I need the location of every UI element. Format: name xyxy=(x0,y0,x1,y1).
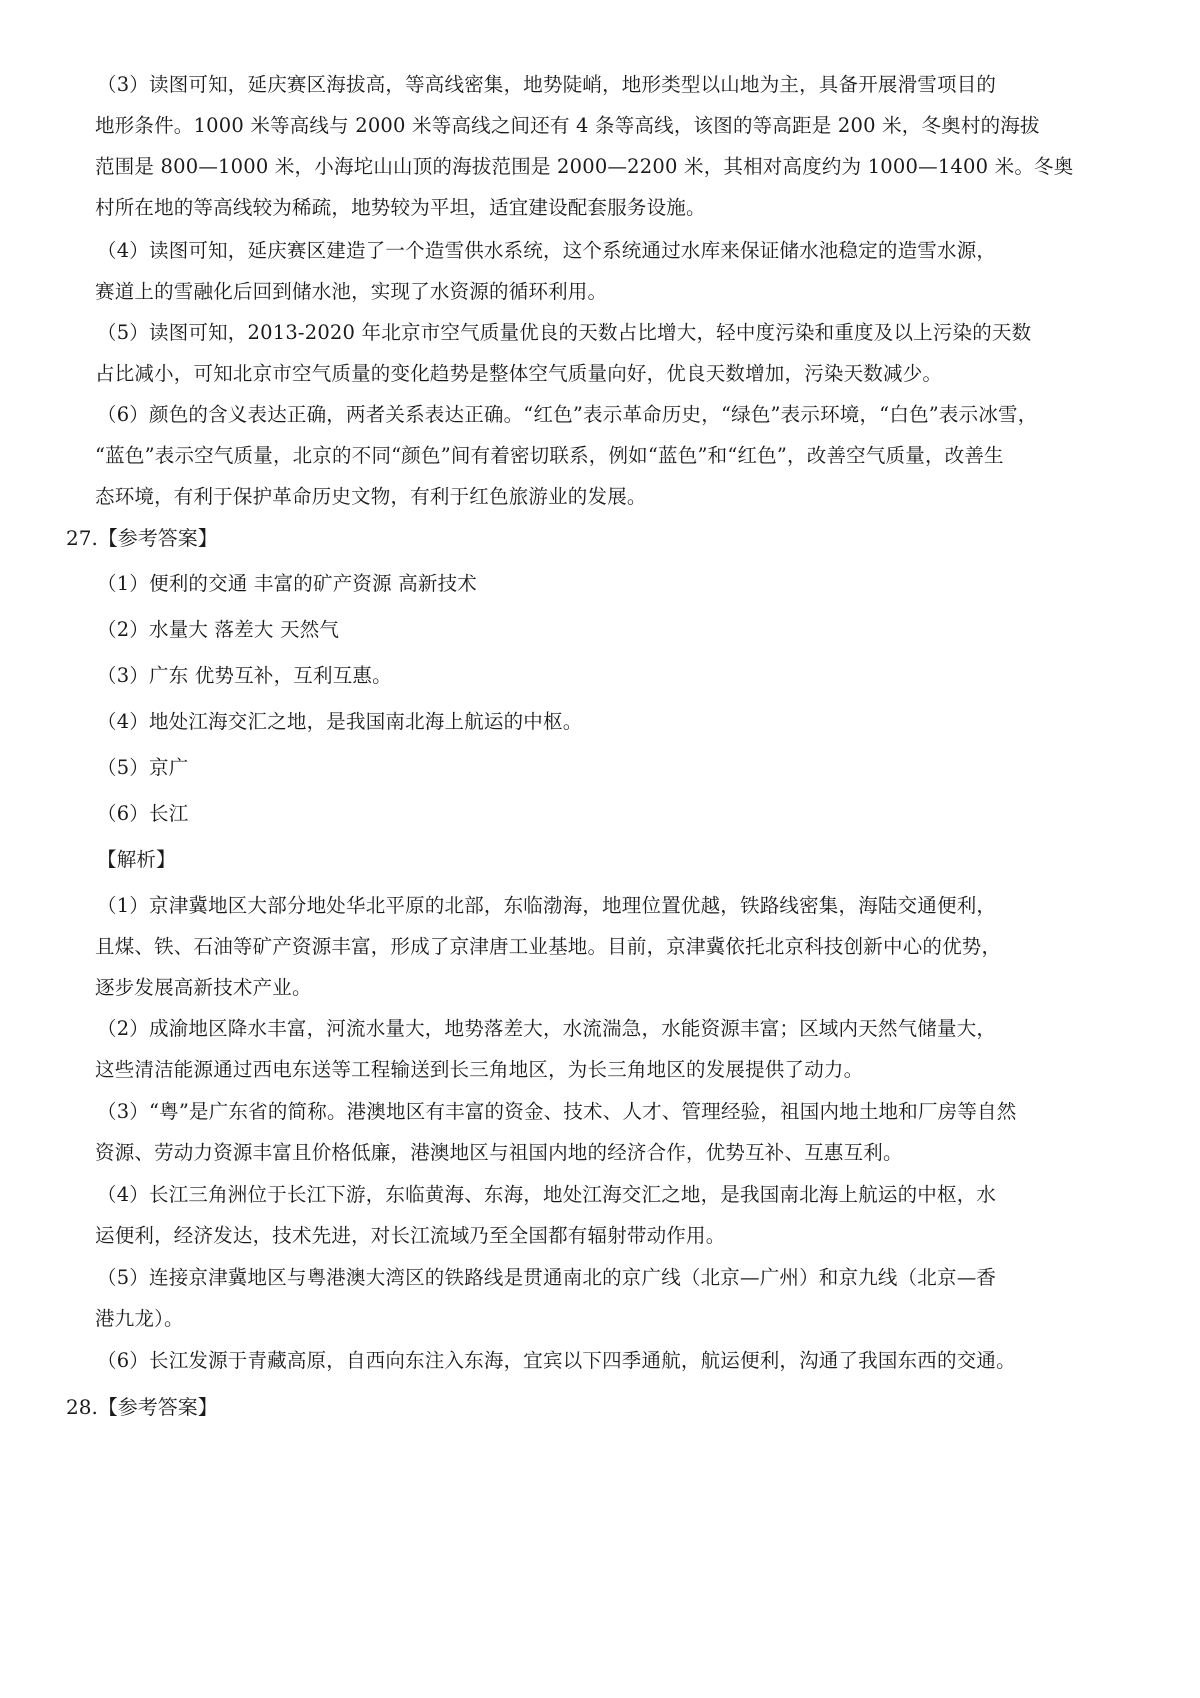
text-line: 运便利，经济发达，技术先进，对长江流域乃至全国都有辐射带动作用。 xyxy=(95,1224,726,1247)
text-line: （4）长江三角洲位于长江下游，东临黄海、东海，地处江海交汇之地，是我国南北海上航运的中枢，水 xyxy=(97,1183,997,1206)
q27-explanation-6 xyxy=(97,1340,1016,1381)
text-line: （4）读图可知，延庆赛区建造了一个造雪供水系统，这个系统通过水库来保证储水池稳定的造雪水源， xyxy=(97,239,997,262)
text-line: （5）读图可知，2013-2020 年北京市空气质量优良的天数占比增大，轻中度污染和重度及以上污染的天数 xyxy=(97,321,1032,344)
text-line: 赛道上的雪融化后回到储水池，实现了水资源的循环利用。 xyxy=(95,280,608,303)
q27-explanation-2 xyxy=(97,1008,996,1090)
q27-answer-4: （4）地处江海交汇之地，是我国南北海上航运的中枢。 xyxy=(97,710,583,733)
text-line: 且煤、铁、石油等矿产资源丰富，形成了京津唐工业基地。目前，京津冀依托北京科技创新中心的优势， xyxy=(95,935,1002,958)
q27-explanation-5 xyxy=(97,1257,996,1339)
text-line: 地形条件。1000 米等高线与 2000 米等高线之间还有 4 条等高线，该图的等高距是 200 米，冬奥村的海拔 xyxy=(95,114,1040,137)
q27-heading: 27.【参考答案】 xyxy=(66,526,218,550)
text-line: （2）成渝地区降水丰富，河流水量大，地势落差大，水流湍急，水能资源丰富；区域内天然气储量大， xyxy=(97,1017,997,1040)
text-line: （1）京津冀地区大部分地处华北平原的北部，东临渤海，地理位置优越，铁路线密集，海陆交通便利， xyxy=(97,894,997,917)
text-line: 态环境，有利于保护革命历史文物，有利于红色旅游业的发展。 xyxy=(95,485,647,508)
text-line: 这些清洁能源通过西电东送等工程输送到长三角地区，为长三角地区的发展提供了动力。 xyxy=(95,1058,864,1081)
q27-analysis-label: 【解析】 xyxy=(97,848,176,871)
q26-explanation-3 xyxy=(97,64,1073,228)
text-line: 占比减小，可知北京市空气质量的变化趋势是整体空气质量向好，优良天数增加，污染天数减少。 xyxy=(95,362,943,385)
q27-answer-6: （6）长江 xyxy=(97,802,189,825)
q27-answer-2: （2）水量大 落差大 天然气 xyxy=(97,618,340,641)
text-line: （3）读图可知，延庆赛区海拔高，等高线密集，地势陡峭，地形类型以山地为主，具备开展滑雪项目的 xyxy=(97,73,997,96)
q27-explanation-1 xyxy=(97,885,1001,1008)
text-line: （6）颜色的含义表达正确，两者关系表达正确。“红色”表示革命历史，“绿色”表示环境，“白色”表示冰雪， xyxy=(97,403,1038,426)
q28-heading: 28.【参考答案】 xyxy=(66,1395,218,1419)
q27-answer-1: （1）便利的交通 丰富的矿产资源 高新技术 xyxy=(97,572,478,595)
text-line: 村所在地的等高线较为稀疏，地势较为平坦，适宜建设配套服务设施。 xyxy=(95,196,706,219)
text-line: 资源、劳动力资源丰富且价格低廉，港澳地区与祖国内地的经济合作，优势互补、互惠互利。 xyxy=(95,1141,903,1164)
q27-answer-3: （3）广东 优势互补，互利互惠。 xyxy=(97,664,392,687)
q27-explanation-3 xyxy=(97,1091,1016,1173)
text-line: （6）长江发源于青藏高原，自西向东注入东海，宜宾以下四季通航，航运便利，沟通了我国东西的交通。 xyxy=(97,1349,1016,1372)
q27-explanation-4 xyxy=(97,1174,996,1256)
text-line: 港九龙）。 xyxy=(95,1307,184,1330)
text-line: （5）连接京津冀地区与粤港澳大湾区的铁路线是贯通南北的京广线（北京—广州）和京九线（北京—香 xyxy=(97,1266,997,1289)
q27-answer-5: （5）京广 xyxy=(97,756,189,779)
text-line: “蓝色”表示空气质量，北京的不同“颜色”间有着密切联系，例如“蓝色”和“红色”，改善空气质量，改善生 xyxy=(95,444,1004,467)
text-line: （3）“粤”是广东省的简称。港澳地区有丰富的资金、技术、人才、管理经验，祖国内地土地和厂房等自然 xyxy=(97,1100,1017,1123)
q26-explanation-5 xyxy=(97,312,1031,394)
text-line: 范围是 800—1000 米，小海坨山山顶的海拔范围是 2000—2200 米，其相对高度约为 1000—1400 米。冬奥 xyxy=(95,155,1074,178)
q26-explanation-6 xyxy=(97,394,1037,517)
q26-explanation-4 xyxy=(97,230,996,312)
text-line: 逐步发展高新技术产业。 xyxy=(95,976,312,999)
